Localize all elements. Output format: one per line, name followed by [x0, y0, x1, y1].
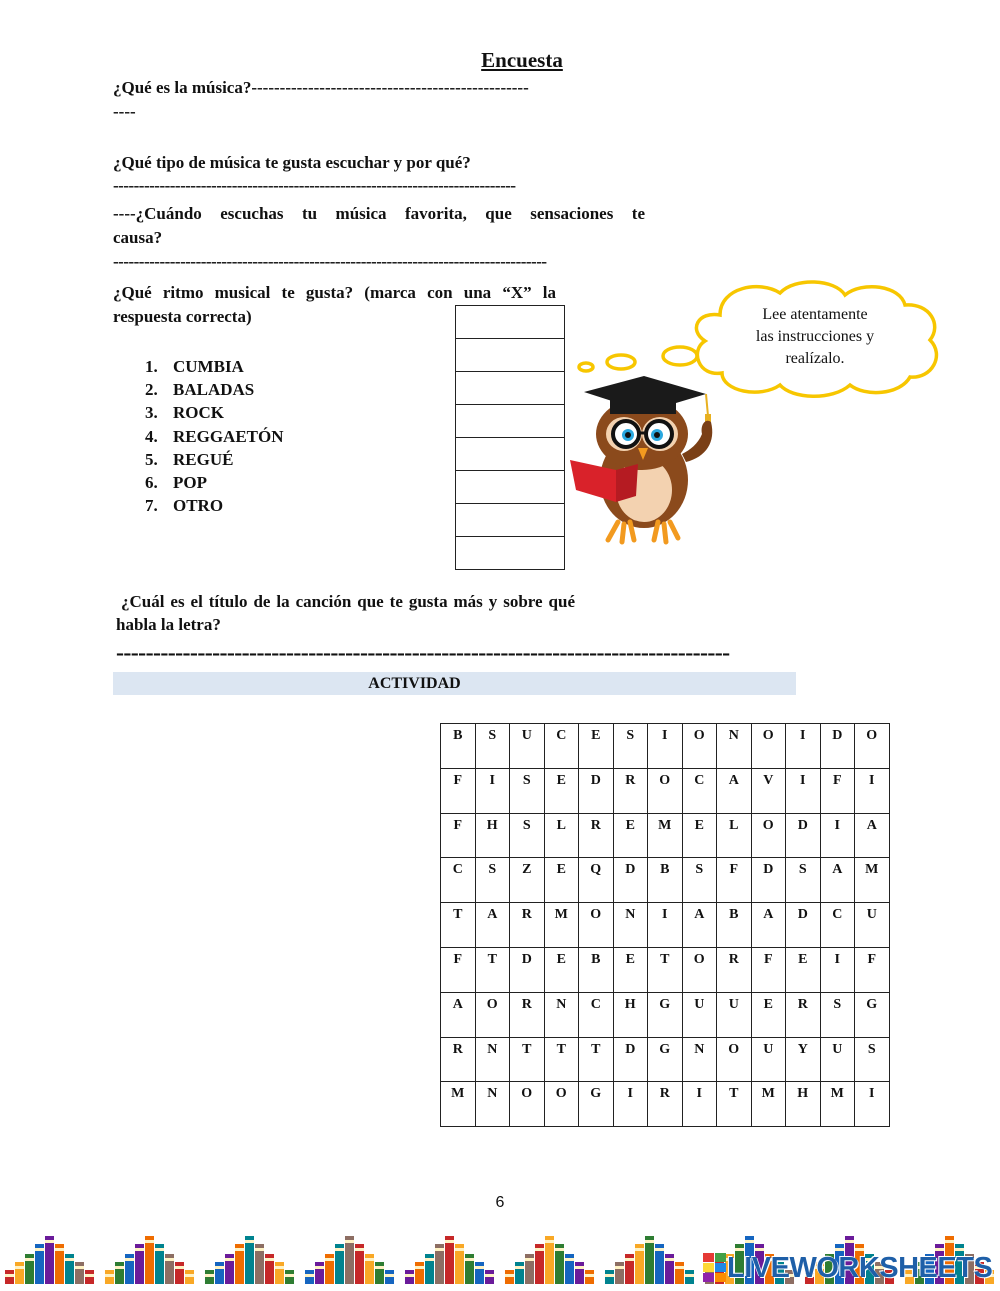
grid-cell[interactable]: M [751, 1082, 786, 1127]
border-band [245, 1240, 254, 1243]
border-band [515, 1266, 524, 1269]
border-band [45, 1240, 54, 1243]
grid-cell[interactable]: U [510, 724, 545, 769]
grid-cell[interactable]: I [820, 947, 855, 992]
grid-cell[interactable]: U [820, 1037, 855, 1082]
grid-cell[interactable]: N [682, 1037, 717, 1082]
grid-cell[interactable]: H [613, 992, 648, 1037]
grid-cell[interactable]: O [544, 1082, 579, 1127]
grid-cell[interactable]: O [751, 724, 786, 769]
grid-cell[interactable]: S [510, 768, 545, 813]
grid-cell[interactable]: R [441, 1037, 476, 1082]
border-band [945, 1240, 954, 1243]
border-band [655, 1248, 664, 1251]
border-band [35, 1248, 44, 1251]
border-band [305, 1274, 314, 1277]
grid-cell[interactable]: D [613, 1037, 648, 1082]
grid-cell[interactable]: O [751, 813, 786, 858]
grid-cell[interactable]: F [441, 768, 476, 813]
question-1 [113, 76, 529, 100]
question-4-line1: ¿Qué ritmo musical te gusta? (marca con una “X” la [113, 283, 556, 302]
grid-cell[interactable]: Z [510, 858, 545, 903]
bubble-text: Lee atentamente las instrucciones y realízalo. [755, 306, 875, 367]
answer-box[interactable] [455, 536, 565, 570]
grid-cell[interactable]: R [579, 813, 614, 858]
grid-cell[interactable]: I [855, 768, 890, 813]
border-band [465, 1258, 474, 1261]
grid-cell[interactable]: U [717, 992, 752, 1037]
grid-cell[interactable]: E [579, 724, 614, 769]
border-band [315, 1266, 324, 1269]
question-3-line2: causa? [113, 228, 163, 247]
question-1-text: ¿Qué es la música? [113, 78, 252, 97]
grid-cell[interactable]: I [475, 768, 510, 813]
grid-cell[interactable]: A [820, 858, 855, 903]
border-band [165, 1258, 174, 1261]
border-band [475, 1266, 484, 1269]
border-band [445, 1240, 454, 1243]
grid-cell[interactable]: E [544, 947, 579, 992]
border-band [525, 1258, 534, 1261]
question-3-line1: ----¿Cuándo escuchas tu música favorita, que sensaciones te [113, 204, 645, 223]
grid-cell[interactable]: R [510, 992, 545, 1037]
answer-box[interactable] [455, 305, 565, 338]
table-row [441, 813, 890, 858]
list-item: 4. REGGAETÓN [145, 426, 284, 446]
list-item: 5. REGUÉ [145, 449, 234, 469]
border-block [615, 1262, 624, 1284]
grid-cell[interactable]: M [648, 813, 683, 858]
grid-cell[interactable]: C [820, 903, 855, 948]
grid-cell[interactable]: S [820, 992, 855, 1037]
grid-cell[interactable]: U [751, 1037, 786, 1082]
border-band [535, 1248, 544, 1251]
grid-cell[interactable]: S [786, 858, 821, 903]
grid-cell[interactable]: D [786, 813, 821, 858]
grid-cell[interactable]: N [717, 724, 752, 769]
logo-blocks-icon [703, 1253, 727, 1283]
grid-cell[interactable]: O [475, 992, 510, 1037]
border-band [215, 1266, 224, 1269]
grid-cell[interactable]: S [510, 813, 545, 858]
grid-cell[interactable]: G [855, 992, 890, 1037]
grid-cell[interactable]: I [648, 724, 683, 769]
border-band [455, 1248, 464, 1251]
grid-cell[interactable]: H [786, 1082, 821, 1127]
border-band [185, 1274, 194, 1277]
border-block [645, 1236, 654, 1284]
grid-cell[interactable]: A [475, 903, 510, 948]
border-band [255, 1248, 264, 1251]
question-2: ¿Qué tipo de música te gusta escuchar y por qué? [113, 153, 471, 172]
border-block [315, 1262, 324, 1284]
question-1-dashes: ------------------------------------------------- [251, 78, 529, 97]
border-band [205, 1274, 214, 1277]
grid-cell[interactable]: F [441, 813, 476, 858]
border-band [375, 1266, 384, 1269]
border-block [115, 1262, 124, 1284]
grid-cell[interactable]: O [510, 1082, 545, 1127]
grid-cell[interactable]: R [648, 1082, 683, 1127]
grid-cell[interactable]: C [441, 858, 476, 903]
grid-cell[interactable]: O [648, 768, 683, 813]
grid-cell[interactable]: T [544, 1037, 579, 1082]
list-item: 6. POP [145, 472, 207, 492]
border-band [365, 1258, 374, 1261]
border-block [675, 1262, 684, 1284]
border-band [645, 1240, 654, 1243]
table-row [441, 992, 890, 1037]
border-band [405, 1274, 414, 1277]
grid-cell[interactable]: A [717, 768, 752, 813]
grid-cell[interactable]: M [855, 858, 890, 903]
border-block [445, 1236, 454, 1284]
grid-cell[interactable]: F [751, 947, 786, 992]
border-band [345, 1240, 354, 1243]
rhythm-list [145, 355, 284, 517]
grid-cell[interactable]: N [475, 1037, 510, 1082]
border-band [235, 1248, 244, 1251]
border-band [335, 1248, 344, 1251]
border-band [685, 1274, 694, 1277]
grid-cell[interactable]: O [682, 947, 717, 992]
grid-cell[interactable]: A [751, 903, 786, 948]
border-band [125, 1258, 134, 1261]
grid-cell[interactable]: D [786, 903, 821, 948]
brand-text: LIVEWORKSHEETS [727, 1251, 993, 1284]
grid-cell[interactable]: E [544, 768, 579, 813]
grid-cell[interactable]: D [613, 858, 648, 903]
grid-cell[interactable]: I [682, 1082, 717, 1127]
grid-cell[interactable]: S [475, 724, 510, 769]
border-band [75, 1266, 84, 1269]
answer-box[interactable] [455, 338, 565, 371]
border-band [675, 1266, 684, 1269]
question-5-line2: habla la letra? [116, 615, 221, 634]
grid-cell[interactable]: L [717, 813, 752, 858]
grid-cell[interactable]: H [475, 813, 510, 858]
border-band [415, 1266, 424, 1269]
page-number: 6 [495, 1194, 505, 1211]
grid-cell[interactable]: O [717, 1037, 752, 1082]
grid-cell[interactable]: S [682, 858, 717, 903]
question-1-continuation: ---- [113, 102, 136, 121]
answer-box[interactable] [455, 503, 565, 536]
table-row [441, 858, 890, 903]
grid-cell[interactable]: F [441, 947, 476, 992]
border-band [355, 1248, 364, 1251]
grid-cell[interactable]: V [751, 768, 786, 813]
border-band [505, 1274, 514, 1277]
grid-cell[interactable]: O [682, 724, 717, 769]
grid-cell[interactable]: Q [579, 858, 614, 903]
grid-cell[interactable]: M [544, 903, 579, 948]
border-block [575, 1262, 584, 1284]
border-band [555, 1248, 564, 1251]
liveworksheets-logo [703, 1253, 992, 1283]
grid-cell[interactable]: D [820, 724, 855, 769]
grid-cell[interactable]: F [820, 768, 855, 813]
grid-cell[interactable]: B [648, 858, 683, 903]
border-block [375, 1262, 384, 1284]
grid-cell[interactable]: R [613, 768, 648, 813]
border-band [385, 1274, 394, 1277]
border-block [345, 1236, 354, 1284]
border-band [5, 1274, 14, 1277]
grid-cell[interactable]: I [820, 813, 855, 858]
border-band [55, 1248, 64, 1251]
grid-cell[interactable]: E [751, 992, 786, 1037]
border-block [415, 1262, 424, 1284]
border-band [225, 1258, 234, 1261]
grid-cell[interactable]: F [717, 858, 752, 903]
question-5-dashes: ----------------------------------------------------------------------------------- [116, 640, 730, 666]
grid-cell[interactable]: G [579, 1082, 614, 1127]
grid-cell[interactable]: L [544, 813, 579, 858]
grid-cell[interactable]: I [648, 903, 683, 948]
grid-cell[interactable]: S [475, 858, 510, 903]
grid-cell[interactable]: S [855, 1037, 890, 1082]
table-row [441, 768, 890, 813]
grid-cell[interactable]: D [579, 768, 614, 813]
border-band [25, 1258, 34, 1261]
question-5-line1: ¿Cuál es el título de la canción que te gusta más y sobre qué [121, 592, 575, 611]
grid-cell[interactable]: D [751, 858, 786, 903]
border-block [175, 1262, 184, 1284]
border-band [575, 1266, 584, 1269]
border-band [275, 1266, 284, 1269]
border-block [75, 1262, 84, 1284]
border-block [245, 1236, 254, 1284]
grid-cell[interactable]: I [855, 1082, 890, 1127]
border-band [615, 1266, 624, 1269]
answer-box[interactable] [455, 404, 565, 437]
grid-cell[interactable]: O [579, 903, 614, 948]
table-row [441, 1082, 890, 1127]
table-row [441, 903, 890, 948]
grid-cell[interactable]: T [717, 1082, 752, 1127]
activity-header [113, 672, 796, 695]
grid-cell[interactable]: O [855, 724, 890, 769]
question-3-dashes: ------------------------------------------------------------------------------------ [113, 252, 547, 271]
answer-boxes [455, 305, 565, 570]
table-row [441, 724, 890, 769]
grid-cell[interactable]: E [786, 947, 821, 992]
grid-cell[interactable]: T [648, 947, 683, 992]
grid-cell[interactable]: N [475, 1082, 510, 1127]
border-band [175, 1266, 184, 1269]
border-band [15, 1266, 24, 1269]
border-block [545, 1236, 554, 1284]
border-band [135, 1248, 144, 1251]
table-row [441, 1037, 890, 1082]
grid-cell[interactable]: F [855, 947, 890, 992]
question-4-line2: respuesta correcta) [113, 307, 252, 326]
border-band [745, 1240, 754, 1243]
border-band [105, 1274, 114, 1277]
list-item: 1. CUMBIA [145, 357, 244, 376]
list-item: 7. OTRO [145, 496, 224, 516]
border-band [85, 1274, 94, 1277]
grid-cell[interactable]: A [682, 903, 717, 948]
grid-cell[interactable]: A [855, 813, 890, 858]
grid-cell[interactable]: R [510, 903, 545, 948]
border-block [275, 1262, 284, 1284]
border-band [545, 1240, 554, 1243]
grid-cell[interactable]: T [510, 1037, 545, 1082]
list-item: 3. ROCK [145, 403, 224, 423]
grid-cell[interactable]: I [786, 724, 821, 769]
grid-cell[interactable]: A [441, 992, 476, 1037]
grid-cell[interactable]: C [579, 992, 614, 1037]
grid-cell[interactable]: C [682, 768, 717, 813]
border-block [515, 1262, 524, 1284]
answer-box[interactable] [455, 371, 565, 404]
grid-cell[interactable]: I [613, 1082, 648, 1127]
border-band [635, 1248, 644, 1251]
border-block [45, 1236, 54, 1284]
grid-cell[interactable]: E [613, 947, 648, 992]
border-block [215, 1262, 224, 1284]
answer-box[interactable] [455, 437, 565, 470]
border-band [145, 1240, 154, 1243]
grid-cell[interactable]: G [648, 1037, 683, 1082]
grid-cell[interactable]: T [475, 947, 510, 992]
grid-cell[interactable]: N [544, 992, 579, 1037]
grid-cell[interactable]: M [441, 1082, 476, 1127]
border-band [425, 1258, 434, 1261]
border-band [65, 1258, 74, 1261]
grid-cell[interactable]: Y [786, 1037, 821, 1082]
grid-cell[interactable]: B [441, 724, 476, 769]
border-band [325, 1258, 334, 1261]
grid-cell[interactable]: R [786, 992, 821, 1037]
grid-cell[interactable]: U [682, 992, 717, 1037]
grid-cell[interactable]: N [613, 903, 648, 948]
border-block [475, 1262, 484, 1284]
border-band [565, 1258, 574, 1261]
activity-title: ACTIVIDAD [368, 675, 461, 692]
grid-cell[interactable]: U [855, 903, 890, 948]
border-band [585, 1274, 594, 1277]
grid-cell[interactable]: T [579, 1037, 614, 1082]
border-band [845, 1240, 854, 1243]
grid-cell[interactable]: E [544, 858, 579, 903]
border-block [15, 1262, 24, 1284]
answer-box[interactable] [455, 470, 565, 503]
list-item: 2. BALADAS [145, 380, 255, 400]
word-search-grid [440, 723, 890, 1127]
grid-cell[interactable]: C [544, 724, 579, 769]
grid-cell[interactable]: R [717, 947, 752, 992]
border-band [435, 1248, 444, 1251]
border-band [625, 1258, 634, 1261]
grid-cell[interactable]: E [613, 813, 648, 858]
page-title: Encuesta [481, 48, 563, 72]
grid-cell[interactable]: B [579, 947, 614, 992]
grid-cell[interactable]: G [648, 992, 683, 1037]
table-row [441, 947, 890, 992]
grid-cell[interactable]: D [510, 947, 545, 992]
grid-cell[interactable]: E [682, 813, 717, 858]
border-band [265, 1258, 274, 1261]
border-band [155, 1248, 164, 1251]
grid-cell[interactable]: M [820, 1082, 855, 1127]
grid-cell[interactable]: T [441, 903, 476, 948]
grid-cell[interactable]: B [717, 903, 752, 948]
grid-cell[interactable]: I [786, 768, 821, 813]
grid-cell[interactable]: S [613, 724, 648, 769]
border-block [145, 1236, 154, 1284]
border-band [605, 1274, 614, 1277]
question-2-dashes: ------------------------------------------------------------------------------ [113, 176, 516, 195]
border-band [115, 1266, 124, 1269]
border-band [285, 1274, 294, 1277]
border-band [665, 1258, 674, 1261]
border-band [485, 1274, 494, 1277]
owl-illustration [566, 372, 731, 547]
